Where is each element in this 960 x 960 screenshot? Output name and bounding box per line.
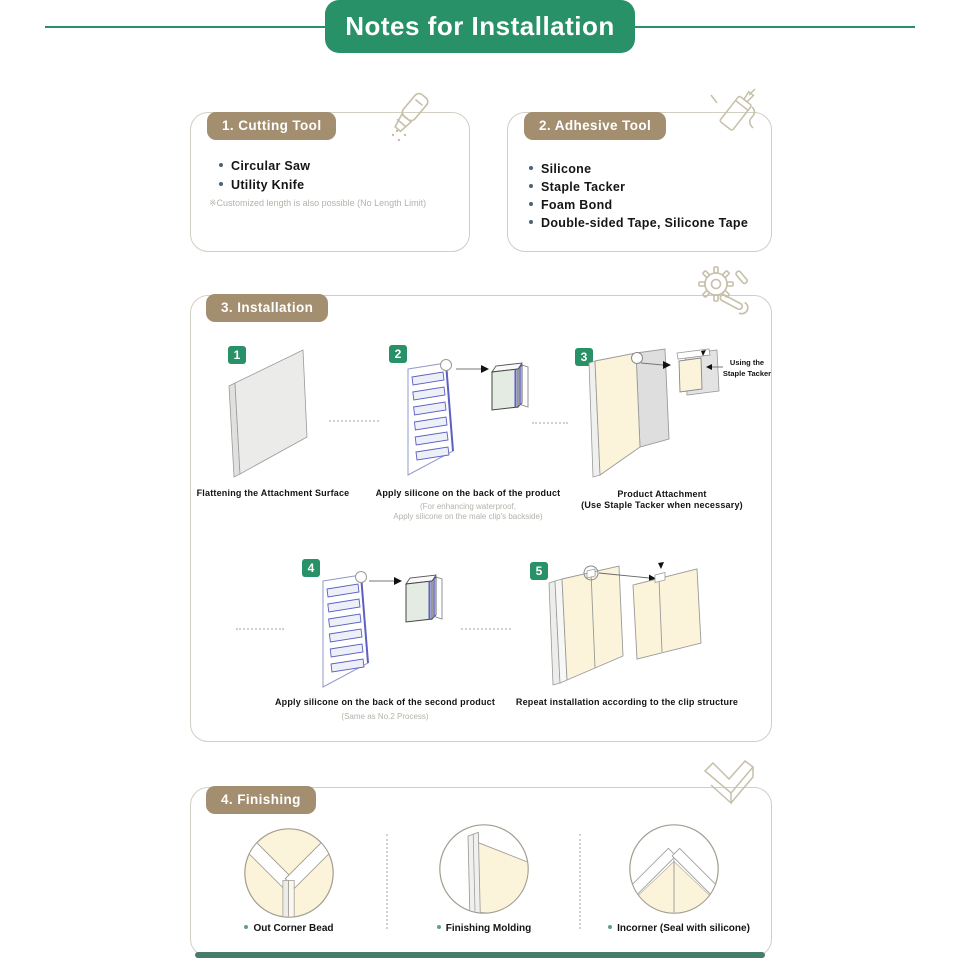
step5-caption: Repeat installation according to the clip structure xyxy=(515,697,739,707)
step3-arrow-icon xyxy=(641,359,671,371)
step-badge-3: 3 xyxy=(575,348,593,366)
step3-caption-line2: (Use Staple Tacker when necessary) xyxy=(581,500,743,510)
section-finishing-label: 4. Finishing xyxy=(206,786,316,814)
dotted-separator xyxy=(461,628,511,630)
adhesive-item: Silicone xyxy=(529,162,591,176)
cutting-item: Utility Knife xyxy=(219,178,304,192)
cutting-note: ※Customized length is also possible (No Length Limit) xyxy=(209,198,427,208)
step-badge-5: 5 xyxy=(530,562,548,580)
step2-note-line2: Apply silicone on the male clip's backside) xyxy=(393,512,543,521)
dotted-separator-vertical xyxy=(579,834,581,929)
section-adhesive-label: 2. Adhesive Tool xyxy=(524,112,666,140)
step-badge-4: 4 xyxy=(302,559,320,577)
step-badge-1: 1 xyxy=(228,346,246,364)
incorner-illustration xyxy=(627,822,721,916)
bullet-dot-icon xyxy=(608,925,612,929)
utility-knife-icon xyxy=(379,91,441,147)
section-cutting-tool xyxy=(190,112,470,252)
silicone-gun-icon xyxy=(703,85,767,151)
finishing-caption-text: Finishing Molding xyxy=(445,923,532,934)
step4-detail-product-illustration xyxy=(401,571,445,629)
adhesive-item: Foam Bond xyxy=(529,198,612,212)
finishing-molding-illustration xyxy=(437,822,531,916)
step1-panel-illustration xyxy=(227,345,312,480)
step5-right-panel-illustration xyxy=(629,561,707,663)
step4-caption: Apply silicone on the back of the second product xyxy=(274,697,496,707)
cutting-item: Circular Saw xyxy=(219,159,310,173)
callout-line2: Staple Tacker xyxy=(722,369,772,379)
step3-detail-illustration xyxy=(673,347,723,405)
finishing-caption-finishing-molding xyxy=(404,923,564,934)
dotted-separator xyxy=(532,422,568,424)
callout-line1: Using the xyxy=(729,358,765,367)
finishing-caption-text: Out Corner Bead xyxy=(253,923,334,934)
finishing-caption-incorner xyxy=(599,923,759,934)
section-installation xyxy=(190,295,772,742)
dotted-separator-vertical xyxy=(386,834,388,929)
corner-molding-icon xyxy=(701,759,759,811)
section-installation-label: 3. Installation xyxy=(206,294,328,322)
step2-caption: Apply silicone on the back of the product xyxy=(375,488,561,498)
step1-caption: Flattening the Attachment Surface xyxy=(196,488,350,498)
step2-silicone-panel-illustration xyxy=(401,359,461,481)
dotted-separator xyxy=(329,420,379,422)
adhesive-item: Double-sided Tape, Silicone Tape xyxy=(529,216,748,230)
section-cutting-label: 1. Cutting Tool xyxy=(207,112,336,140)
dotted-separator xyxy=(236,628,284,630)
step4-note: (Same as No.2 Process) xyxy=(341,712,429,721)
header-line-right xyxy=(635,26,915,28)
gear-tools-icon xyxy=(695,263,757,325)
staple-tacker-callout xyxy=(721,357,773,380)
finishing-caption-text: Incorner (Seal with silicone) xyxy=(617,923,750,934)
finishing-caption-out-corner-bead xyxy=(209,923,369,934)
footer-bar xyxy=(195,952,765,958)
step2-detail-product-illustration xyxy=(487,359,531,417)
step-badge-2: 2 xyxy=(389,345,407,363)
out-corner-bead-illustration xyxy=(242,826,336,920)
step4-silicone-panel-illustration xyxy=(316,571,376,693)
step4-arrow-icon xyxy=(369,575,403,587)
section-finishing xyxy=(190,787,772,957)
section-adhesive-tool xyxy=(507,112,772,252)
bullet-dot-icon xyxy=(244,925,248,929)
header-line-left xyxy=(45,26,325,28)
step2-note-line1: (For enhancing waterproof, xyxy=(419,502,517,511)
page-title: Notes for Installation xyxy=(325,0,635,53)
step3-caption-line1: Product Attachment xyxy=(617,489,707,499)
adhesive-item: Staple Tacker xyxy=(529,180,625,194)
bullet-dot-icon xyxy=(437,925,441,929)
step2-arrow-icon xyxy=(456,363,490,375)
